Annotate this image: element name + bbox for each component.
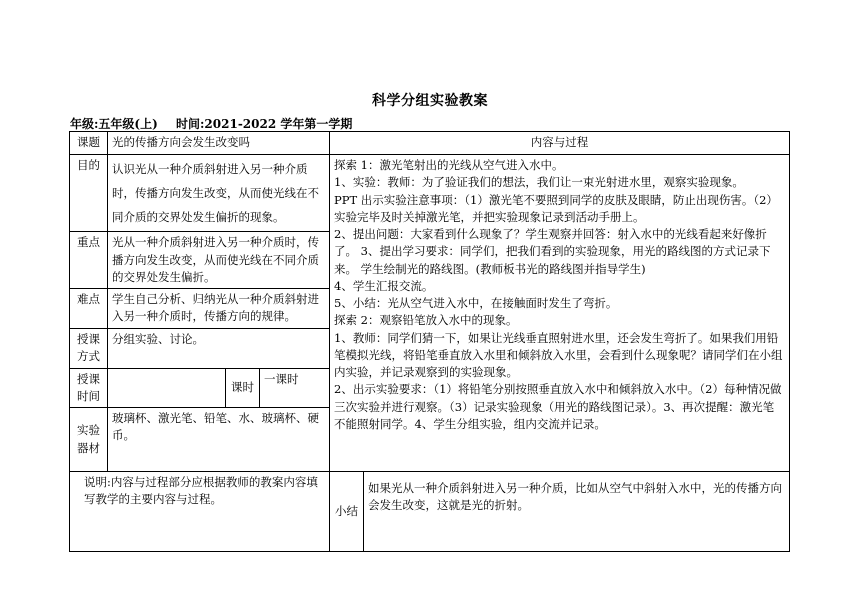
- process-line: 5、小结：光从空气进入水中，在接触面时发生了弯折。: [334, 296, 618, 310]
- process-cell: [330, 155, 790, 472]
- term-text: 时间:2021-2022 学年第一学期: [175, 117, 353, 131]
- document-title: 科学分组实验教案: [372, 93, 488, 109]
- key-value: 光从一种介质斜射进入另一种介质时，传播方向发生改变，从而使光线在不同介质的交界处发生偏折。: [108, 232, 330, 289]
- key-label: 重点: [70, 232, 108, 289]
- summary-value: 如果光从一种介质斜射进入另一种介质，比如从空气中斜射入水中，光的传播方向会发生改变，这就是光的折射。: [364, 472, 790, 552]
- difficulty-label: 难点: [70, 289, 108, 329]
- goal-label: 目的: [70, 155, 108, 232]
- document-meta: [70, 115, 366, 132]
- method-label: 授课方式: [70, 329, 108, 369]
- topic-value: 光的传播方向会发生改变吗: [108, 132, 330, 155]
- goal-value: 认识光从一种介质斜射进入另一种介质时，传播方向发生改变，从而使光线在不同介质的交界处发生偏折的现象。: [108, 155, 330, 232]
- material-value: 玻璃杯、激光笔、铅笔、水、玻璃杯、硬币。: [108, 408, 330, 472]
- grade-text: 年级:五年级(上): [70, 117, 158, 131]
- process-line: 2、提出问题：大家看到什么现象了？学生观察并回答：射入水中的光线看起来好像折了。 3、提出学习要求：同学们，把我们看到的实验现象，用光的路线图的方式记录下来。 学生绘制光的路线图。(教师板书光的路线图并指导学生): [334, 227, 771, 276]
- process-line: 2、出示实验要求：（1）将铅笔分别按照垂直放入水中和倾斜放入水中。（2）每种情况做三次实验并进行观察。（3）记录实验现象（用光的路线图记录）。3、再次提醒：激光笔不能照射同学。4、学生分组实验，组内交流并记录。: [334, 382, 782, 431]
- time-label: 授课时间: [70, 368, 108, 408]
- lesson-plan-table: [69, 131, 790, 552]
- method-value: 分组实验、讨论。: [108, 329, 330, 369]
- process-line: 探索 1：激光笔射出的光线从空气进入水中。: [334, 158, 564, 172]
- topic-label: 课题: [70, 132, 108, 155]
- summary-label: 小结: [330, 472, 364, 552]
- process-line: PPT 出示实验注意事项：（1）激光笔不要照到同学的皮肤及眼睛，防止出现伤害。（2）实验完毕及时关掉激光笔，并把实验现象记录到活动手册上。: [334, 192, 778, 224]
- hours-label: 课时: [226, 368, 260, 408]
- hours-value: 一课时: [260, 368, 330, 408]
- material-label: 实验器材: [70, 408, 108, 472]
- process-line: 探索 2：观察铅笔放入水中的现象。: [334, 313, 518, 328]
- content-header: 内容与过程: [330, 132, 790, 155]
- process-line: 4、学生汇报交流。: [334, 278, 434, 293]
- note-cell: 说明:内容与过程部分应根据教师的教案内容填写教学的主要内容与过程。: [70, 472, 330, 552]
- process-line: 1、教师：同学们猜一下，如果让光线垂直照射进水里，还会发生弯折了。如果我们用铅笔模拟光线，将铅笔垂直放入水里和倾斜放入水里，会看到什么现象呢？请同学们在小组内实验，并记录观察到的实验现象。: [334, 330, 783, 379]
- difficulty-value: 学生自己分析、归纳光从一种介质斜射进入另一种介质时，传播方向的规律。: [108, 289, 330, 329]
- process-line: 1、实验：教师：为了验证我们的想法，我们让一束光射进水里，观察实验现象。: [334, 175, 744, 190]
- time-value: [108, 368, 226, 408]
